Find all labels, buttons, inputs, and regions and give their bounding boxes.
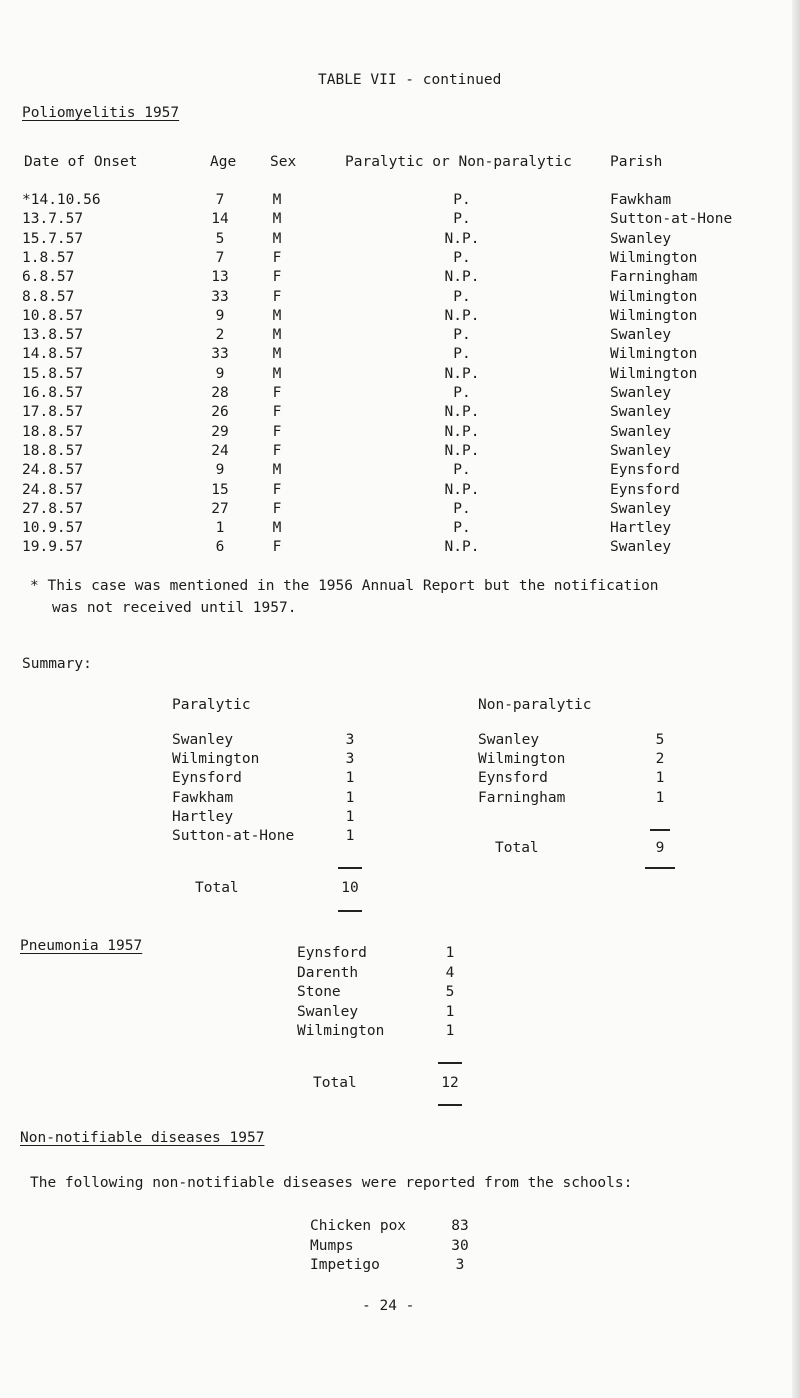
cell-date: 8.8.57 — [22, 288, 75, 305]
disease-name: Mumps — [310, 1237, 354, 1254]
cell-parish: Wilmington — [610, 346, 698, 363]
cell-sex: M — [272, 307, 282, 324]
cell-type: P. — [453, 327, 471, 344]
cell-age: 15 — [211, 481, 229, 498]
cell-parish: Sutton-at-Hone — [610, 211, 733, 228]
header-sex: Sex — [270, 154, 297, 170]
cell-type: P. — [453, 520, 471, 537]
cell-sex: M — [272, 520, 282, 537]
pneumonia-count: 1 — [445, 1023, 455, 1039]
cell-parish: Wilmington — [610, 307, 698, 324]
cell-date: *14.10.56 — [22, 192, 101, 208]
cell-age: 7 — [215, 192, 225, 208]
cell-type: N.P. — [444, 307, 480, 324]
disease-count: 3 — [455, 1257, 465, 1273]
pneumonia-total-label: Total — [313, 1075, 357, 1091]
cell-parish: Swanley — [610, 327, 672, 344]
cell-date: 13.7.57 — [22, 211, 84, 228]
cell-date: 16.8.57 — [22, 385, 84, 401]
cell-age: 1 — [215, 520, 225, 537]
cell-parish: Eynsford — [610, 462, 680, 479]
cell-age: 33 — [211, 288, 229, 305]
summary-non-paralytic-count: 1 — [655, 770, 665, 787]
pneumonia-total-rule — [438, 1104, 462, 1106]
summary-non-paralytic-count: 1 — [655, 789, 665, 806]
page-edge-shadow — [792, 0, 800, 1398]
cell-sex: F — [272, 539, 282, 556]
cell-parish: Swanley — [610, 500, 672, 517]
cell-date: 13.8.57 — [22, 327, 84, 344]
cell-parish: Wilmington — [610, 288, 698, 305]
non-notifiable-heading: Non-notifiable diseases 1957 — [20, 1130, 265, 1146]
cell-sex: M — [272, 327, 282, 344]
cell-type: P. — [453, 211, 471, 228]
cell-age: 27 — [211, 500, 229, 517]
pneumonia-count: 5 — [445, 984, 455, 1000]
cell-date: 10.8.57 — [22, 307, 84, 324]
cell-age: 13 — [211, 269, 229, 286]
summary-paralytic-name: Eynsford — [172, 770, 242, 787]
cell-type: P. — [453, 249, 471, 266]
cell-parish: Swanley — [610, 404, 672, 421]
cell-sex: F — [272, 500, 282, 517]
cell-type: N.P. — [444, 404, 480, 421]
cell-date: 17.8.57 — [22, 404, 84, 421]
cell-sex: F — [272, 442, 282, 459]
summary-non-paralytic-name: Farningham — [478, 789, 566, 806]
pneumonia-count: 1 — [445, 945, 455, 961]
disease-name: Impetigo — [310, 1257, 380, 1273]
non-paralytic-total-rule — [645, 867, 675, 869]
summary-paralytic-heading: Paralytic — [172, 697, 251, 713]
paralytic-count-rule — [338, 867, 362, 869]
cell-parish: Wilmington — [610, 365, 698, 382]
summary-paralytic-count: 1 — [345, 789, 355, 806]
summary-paralytic-name: Wilmington — [172, 751, 260, 768]
cell-age: 9 — [215, 307, 225, 324]
cell-date: 15.8.57 — [22, 365, 84, 382]
cell-date: 19.9.57 — [22, 539, 84, 556]
summary-non-paralytic-name: Wilmington — [478, 751, 566, 768]
pneumonia-heading: Pneumonia 1957 — [20, 938, 143, 954]
cell-type: P. — [453, 192, 471, 208]
summary-non-paralytic-count: 5 — [655, 732, 665, 748]
disease-count: 83 — [451, 1218, 469, 1234]
page-number: - 24 - — [362, 1298, 415, 1314]
summary-non-paralytic-count: 2 — [655, 751, 665, 768]
pneumonia-total: 12 — [441, 1075, 459, 1091]
cell-date: 24.8.57 — [22, 481, 84, 498]
page-title: TABLE VII - continued — [318, 72, 502, 88]
non-paralytic-total: 9 — [655, 840, 665, 856]
cell-type: N.P. — [444, 423, 480, 440]
cell-date: 6.8.57 — [22, 269, 75, 286]
cell-type: P. — [453, 500, 471, 517]
cell-type: N.P. — [444, 269, 480, 286]
cell-age: 9 — [215, 462, 225, 479]
summary-paralytic-count: 1 — [345, 828, 355, 844]
cell-age: 33 — [211, 346, 229, 363]
pneumonia-name: Swanley — [297, 1003, 359, 1020]
summary-label: Summary: — [22, 656, 92, 672]
cell-sex: M — [272, 462, 282, 479]
cell-age: 7 — [215, 249, 225, 266]
cell-age: 24 — [211, 442, 229, 459]
cell-sex: M — [272, 365, 282, 382]
paralytic-total: 10 — [341, 880, 359, 896]
non-paralytic-count-rule — [650, 829, 670, 831]
disease-count: 30 — [451, 1237, 469, 1254]
cell-age: 29 — [211, 423, 229, 440]
summary-non-paralytic-name: Swanley — [478, 732, 540, 748]
pneumonia-name: Wilmington — [297, 1023, 385, 1039]
summary-paralytic-count: 1 — [345, 808, 355, 825]
cell-type: N.P. — [444, 481, 480, 498]
cell-date: 24.8.57 — [22, 462, 84, 479]
cell-date: 27.8.57 — [22, 500, 84, 517]
pneumonia-name: Eynsford — [297, 945, 367, 961]
cell-parish: Eynsford — [610, 481, 680, 498]
header-age: Age — [210, 154, 237, 170]
cell-type: P. — [453, 385, 471, 401]
pneumonia-count-rule — [438, 1062, 462, 1064]
cell-sex: F — [272, 385, 282, 401]
cell-sex: M — [272, 192, 282, 208]
cell-type: N.P. — [444, 365, 480, 382]
cell-sex: M — [272, 211, 282, 228]
cell-date: 10.9.57 — [22, 520, 84, 537]
summary-paralytic-name: Fawkham — [172, 789, 234, 806]
cell-parish: Fawkham — [610, 192, 672, 208]
cell-sex: F — [272, 249, 282, 266]
cell-sex: F — [272, 481, 282, 498]
header-type: Paralytic or Non-paralytic — [345, 154, 572, 170]
summary-non-paralytic-name: Eynsford — [478, 770, 548, 787]
cell-sex: F — [272, 423, 282, 440]
cell-age: 14 — [211, 211, 229, 228]
header-date: Date of Onset — [24, 154, 138, 170]
cell-type: N.P. — [444, 539, 480, 556]
summary-paralytic-name: Swanley — [172, 732, 234, 748]
pneumonia-count: 1 — [445, 1003, 455, 1020]
cell-parish: Swanley — [610, 442, 672, 459]
footnote-line-1: * This case was mentioned in the 1956 Annual Report but the notification — [30, 578, 659, 594]
cell-age: 6 — [215, 539, 225, 556]
cell-date: 14.8.57 — [22, 346, 84, 363]
cell-parish: Wilmington — [610, 249, 698, 266]
footnote-line-2: was not received until 1957. — [52, 600, 297, 616]
summary-paralytic-name: Sutton-at-Hone — [172, 828, 295, 844]
header-parish: Parish — [610, 154, 663, 170]
cell-type: P. — [453, 346, 471, 363]
cell-parish: Hartley — [610, 520, 672, 537]
cell-parish: Swanley — [610, 539, 672, 556]
cell-age: 28 — [211, 385, 229, 401]
cell-parish: Swanley — [610, 385, 672, 401]
cell-sex: F — [272, 404, 282, 421]
cell-parish: Farningham — [610, 269, 698, 286]
cell-parish: Swanley — [610, 230, 672, 247]
cell-age: 5 — [215, 230, 225, 247]
cell-type: N.P. — [444, 230, 480, 247]
cell-parish: Swanley — [610, 423, 672, 440]
summary-paralytic-name: Hartley — [172, 808, 234, 825]
non-notifiable-intro: The following non-notifiable diseases were reported from the schools: — [30, 1175, 633, 1191]
pneumonia-count: 4 — [445, 964, 455, 981]
summary-paralytic-count: 3 — [345, 732, 355, 748]
cell-type: N.P. — [444, 442, 480, 459]
cell-date: 1.8.57 — [22, 249, 75, 266]
cell-type: P. — [453, 288, 471, 305]
cell-date: 18.8.57 — [22, 423, 84, 440]
non-paralytic-total-label: Total — [495, 840, 539, 856]
paralytic-total-rule — [338, 910, 362, 912]
cell-age: 26 — [211, 404, 229, 421]
disease-name: Chicken pox — [310, 1218, 407, 1234]
polio-heading: Poliomyelitis 1957 — [22, 105, 180, 121]
cell-type: P. — [453, 462, 471, 479]
cell-sex: M — [272, 230, 282, 247]
paralytic-total-label: Total — [195, 880, 239, 896]
summary-paralytic-count: 1 — [345, 770, 355, 787]
cell-sex: F — [272, 269, 282, 286]
pneumonia-name: Stone — [297, 984, 341, 1000]
cell-date: 18.8.57 — [22, 442, 84, 459]
summary-non-paralytic-heading: Non-paralytic — [478, 697, 592, 713]
cell-age: 9 — [215, 365, 225, 382]
pneumonia-name: Darenth — [297, 964, 359, 981]
cell-age: 2 — [215, 327, 225, 344]
cell-sex: M — [272, 346, 282, 363]
cell-sex: F — [272, 288, 282, 305]
summary-paralytic-count: 3 — [345, 751, 355, 768]
cell-date: 15.7.57 — [22, 230, 84, 247]
